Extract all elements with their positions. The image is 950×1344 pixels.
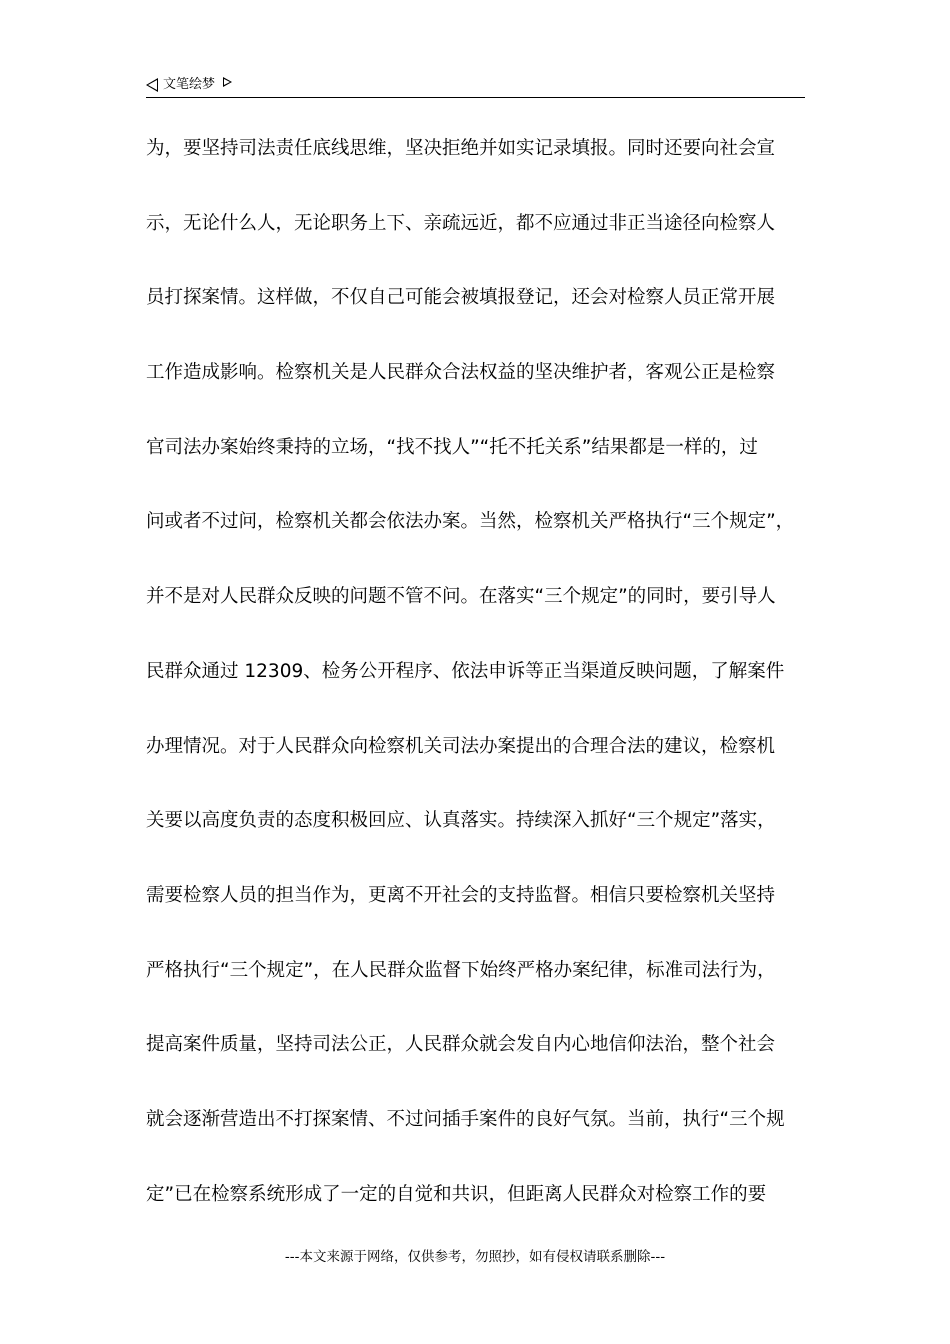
text-line: 严格执行“三个规定”，在人民群众监督下始终严格办案纪律，标准司法行为，	[146, 959, 776, 981]
header-title: 文笔绘梦	[163, 77, 216, 92]
text-line: 示，无论什么人，无论职务上下、亲疏远近，都不应通过非正当途径向检察人	[146, 212, 776, 234]
text-line: 就会逐渐营造出不打探案情、不过问插手案件的良好气氛。当前，执行“三个规	[146, 1108, 785, 1130]
text-line: 提高案件质量，坚持司法公正，人民群众就会发自内心地信仰法治，整个社会	[146, 1034, 776, 1056]
text-line: 办理情况。对于人民群众向检察机关司法办案提出的合理合法的建议，检察机	[146, 735, 776, 757]
text-line: 并不是对人民群众反映的问题不管不问。在落实“三个规定”的同时，要引导人	[146, 586, 776, 608]
body-text	[146, 137, 836, 1257]
text-line: 为，要坚持司法责任底线思维，坚决拒绝并如实记录填报。同时还要向社会宣	[146, 138, 776, 159]
text-line: 工作造成影响。检察机关是人民群众合法权益的坚决维护者，客观公正是检察	[146, 362, 776, 384]
text-line: 关要以高度负责的态度积极回应、认真落实。持续深入抓好“三个规定”落实，	[146, 810, 776, 832]
triangle-right-icon	[223, 77, 232, 87]
page-header	[146, 74, 232, 96]
text-line: 需要检察人员的担当作为，更离不开社会的支持监督。相信只要检察机关坚持	[146, 884, 776, 906]
text-line: 问或者不过问，检察机关都会依法办案。当然，检察机关严格执行“三个规定”，	[146, 511, 795, 533]
text-line: 民群众通过 12309、检务公开程序、依法申诉等正当渠道反映问题，了解案件	[146, 660, 785, 682]
text-line: 员打探案情。这样做，不仅自己可能会被填报登记，还会对检察人员正常开展	[146, 287, 776, 309]
page-footer: ---本文来源于网络，仅供参考，勿照抄，如有侵权请联系删除---	[284, 1249, 666, 1265]
triangle-left-icon	[146, 78, 158, 92]
header-divider	[146, 97, 805, 98]
text-line: 定”已在检察系统形成了一定的自觉和共识，但距离人民群众对检察工作的要	[146, 1183, 767, 1205]
text-line: 官司法办案始终秉持的立场，“找不找人”“托不托关系”结果都是一样的，过	[146, 436, 758, 458]
